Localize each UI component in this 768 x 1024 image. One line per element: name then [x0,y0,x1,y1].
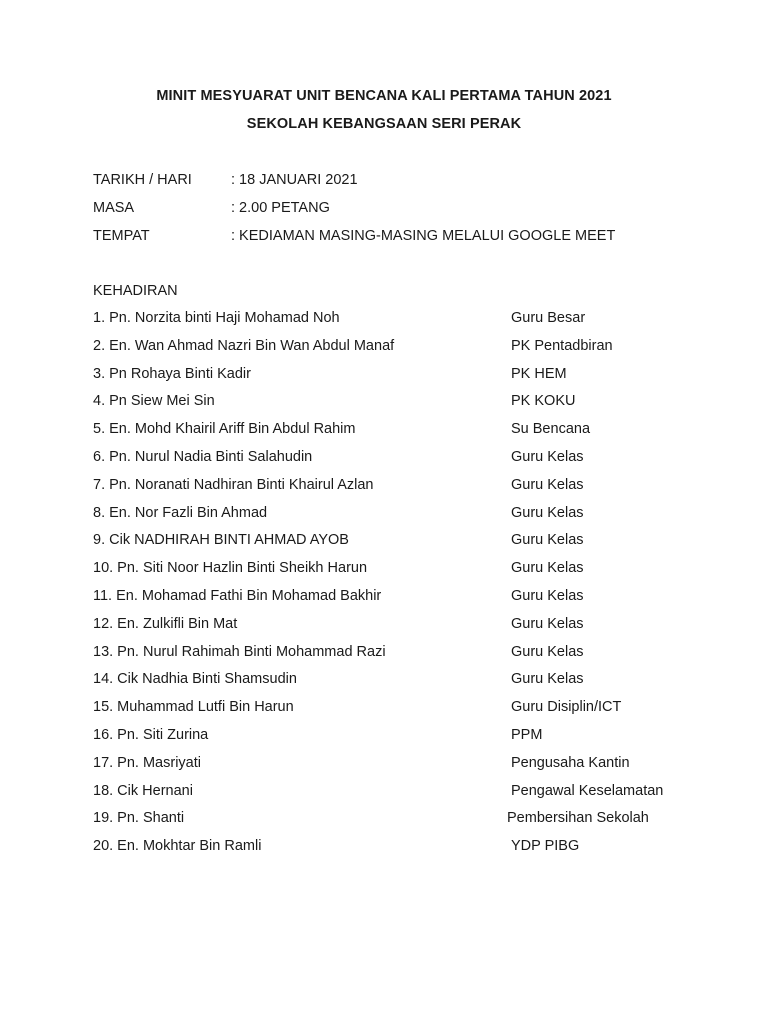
member-name: 11. En. Mohamad Fathi Bin Mohamad Bakhir [93,587,382,604]
attendance-row [93,310,713,338]
member-role: PK HEM [511,365,567,382]
attendance-row [93,699,713,727]
attendance-row [93,783,713,811]
attendance-row [93,421,713,449]
attendance-row [93,644,713,672]
document-title: MINIT MESYUARAT UNIT BENCANA KALI PERTAMA TAHUN 2021 [156,88,612,104]
member-role: Guru Besar [511,310,586,326]
attendance-list [93,310,713,866]
member-name: 20. En. Mokhtar Bin Ramli [93,838,262,855]
attendance-heading: KEHADIRAN [93,283,178,299]
member-name: 15. Muhammad Lutfi Bin Harun [93,699,294,716]
member-role: Guru Kelas [511,448,584,465]
meta-value: : 2.00 PETANG [231,200,330,216]
attendance-row [93,560,713,588]
member-role: Guru Disiplin/ICT [511,699,622,716]
attendance-row [93,616,713,644]
school-name: SEKOLAH KEBANGSAAN SERI PERAK [246,116,522,132]
member-role: Guru Kelas [511,643,584,660]
member-name: 16. Pn. Siti Zurina [93,726,209,743]
member-role: Pengusaha Kantin [511,754,630,771]
member-role: Guru Kelas [511,671,584,688]
attendance-row [93,532,713,560]
member-role: PPM [511,726,543,743]
member-name: 6. Pn. Nurul Nadia Binti Salahudin [93,448,313,465]
member-name: 13. Pn. Nurul Rahimah Binti Mohammad Razi [93,643,386,660]
meta-label: MASA [93,200,135,216]
meta-label: TARIKH / HARI [93,172,192,188]
member-role: Pembersihan Sekolah [507,810,649,827]
attendance-row [93,393,713,421]
member-name: 10. Pn. Siti Noor Hazlin Binti Sheikh Harun [93,560,368,577]
attendance-row [93,449,713,477]
attendance-row [93,338,713,366]
member-role: Guru Kelas [511,532,584,549]
meta-row-date [93,172,733,190]
attendance-row [93,588,713,616]
member-name: 18. Cik Hernani [93,782,193,799]
meta-row-place [93,228,733,246]
member-role: PK KOKU [511,393,576,410]
member-role: Guru Kelas [511,587,584,604]
member-name: 9. Cik NADHIRAH BINTI AHMAD AYOB [93,532,349,549]
member-name: 4. Pn Siew Mei Sin [93,393,215,410]
attendance-row [93,838,713,866]
member-name: 5. En. Mohd Khairil Ariff Bin Abdul Rahim [93,421,356,438]
member-name: 8. En. Nor Fazli Bin Ahmad [93,504,268,521]
attendance-row [93,671,713,699]
attendance-row [93,810,713,838]
meta-label: TEMPAT [93,228,150,244]
member-name: 12. En. Zulkifli Bin Mat [93,615,238,632]
member-role: Su Bencana [511,421,591,438]
member-role: PK Pentadbiran [511,337,613,354]
meta-value: : KEDIAMAN MASING-MASING MELALUI GOOGLE MEET [231,228,616,244]
member-name: 17. Pn. Masriyati [93,754,201,771]
attendance-row [93,366,713,394]
member-role: Guru Kelas [511,504,584,521]
meta-row-time [93,200,733,218]
attendance-row [93,477,713,505]
attendance-row [93,727,713,755]
member-name: 19. Pn. Shanti [93,810,185,827]
member-name: 7. Pn. Noranati Nadhiran Binti Khairul Azlan [93,476,374,493]
member-name: 1. Pn. Norzita binti Haji Mohamad Noh [93,310,340,326]
member-role: YDP PIBG [511,838,580,855]
member-name: 14. Cik Nadhia Binti Shamsudin [93,671,297,688]
meta-value: : 18 JANUARI 2021 [231,172,358,188]
member-name: 3. Pn Rohaya Binti Kadir [93,365,251,382]
member-role: Guru Kelas [511,615,584,632]
attendance-row [93,755,713,783]
member-name: 2. En. Wan Ahmad Nazri Bin Wan Abdul Manaf [93,337,395,354]
attendance-row [93,505,713,533]
member-role: Guru Kelas [511,560,584,577]
member-role: Guru Kelas [511,476,584,493]
member-role: Pengawal Keselamatan [511,782,664,799]
